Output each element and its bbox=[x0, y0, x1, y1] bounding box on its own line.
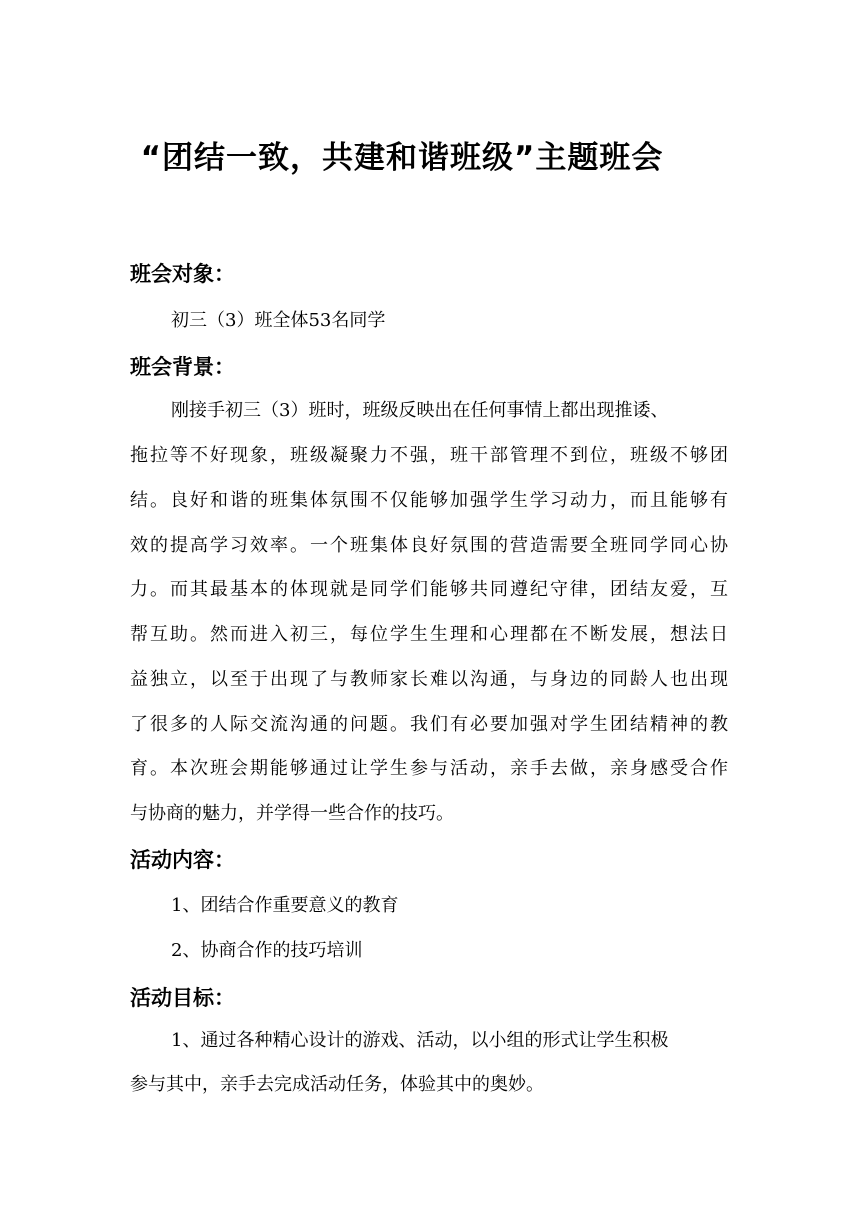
background-line-9: 育。本次班会期能够通过让学生参与活动，亲手去做，亲身感受合作 bbox=[130, 758, 728, 779]
background-line-4: 效的提高学习效率。一个班集体良好氛围的营造需要全班同学同心协 bbox=[130, 535, 728, 556]
background-line-2: 拖拉等不好现象，班级凝聚力不强，班干部管理不到位，班级不够团 bbox=[130, 445, 728, 466]
background-line-8: 了很多的人际交流沟通的问题。我们有必要加强对学生团结精神的教 bbox=[130, 714, 728, 735]
section-heading-content: 活动内容： bbox=[130, 848, 235, 872]
background-line-3: 结。良好和谐的班集体氛围不仅能够加强学生学习动力，而且能够有 bbox=[130, 490, 728, 511]
content-item-2: 2、协商合作的技巧培训 bbox=[171, 940, 363, 961]
target-text: 初三（3）班全体53名同学 bbox=[171, 310, 386, 331]
background-line-7: 益独立，以至于出现了与教师家长难以沟通，与身边的同龄人也出现 bbox=[130, 669, 728, 690]
background-line-1: 刚接手初三（3）班时，班级反映出在任何事情上都出现推诿、 bbox=[171, 400, 669, 421]
goals-line-2: 参与其中，亲手去完成活动任务，体验其中的奥妙。 bbox=[130, 1074, 544, 1095]
background-line-6: 帮互助。然而进入初三，每位学生生理和心理都在不断发展，想法日 bbox=[130, 624, 728, 645]
content-item-1: 1、团结合作重要意义的教育 bbox=[171, 895, 399, 916]
section-heading-goals: 活动目标： bbox=[130, 986, 235, 1010]
background-line-10: 与协商的魅力，并学得一些合作的技巧。 bbox=[130, 803, 454, 824]
section-heading-background: 班会背景： bbox=[130, 355, 235, 379]
document-title: “团结一致，共建和谐班级”主题班会 bbox=[140, 140, 664, 176]
background-line-5: 力。而其最基本的体现就是同学们能够共同遵纪守律，团结友爱，互 bbox=[130, 579, 728, 600]
goals-line-1: 1、通过各种精心设计的游戏、活动，以小组的形式让学生积极 bbox=[171, 1030, 669, 1051]
section-heading-target: 班会对象： bbox=[130, 262, 235, 286]
